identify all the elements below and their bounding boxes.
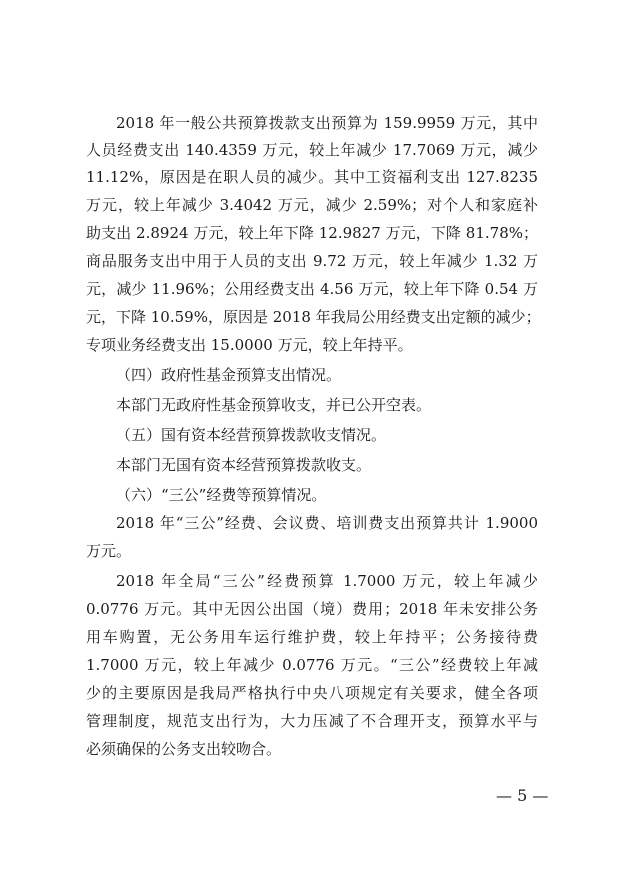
section-heading-4: （四）政府性基金预算支出情况。 xyxy=(116,366,342,384)
paragraph-line: 专项业务经费支出 15.0000 万元，较上年持平。 xyxy=(86,336,413,354)
page-number: — 5 — xyxy=(496,786,549,805)
paragraph-line: 1.7000 万元，较上年减少 0.0776 万元。“三公”经费较上年减 xyxy=(86,656,538,674)
paragraph-line: 本部门无国有资本经营预算拨款收支。 xyxy=(116,456,372,474)
paragraph-line: 元，减少 11.96%；公用经费支出 4.56 万元，较上年下降 0.54 万 xyxy=(86,280,538,298)
paragraph-line: 2018 年全局“三公”经费预算 1.7000 万元，较上年减少 xyxy=(116,572,538,590)
paragraph-line: 2018 年“三公”经费、会议费、培训费支出预算共计 1.9000 xyxy=(116,514,538,532)
paragraph-line: 元，下降 10.59%，原因是 2018 年我局公用经费支出定额的减少； xyxy=(86,308,541,326)
paragraph-line: 11.12%，原因是在职人员的减少。其中工资福利支出 127.8235 xyxy=(86,168,538,186)
paragraph-line: 少的主要原因是我局严格执行中央八项规定有关要求，健全各项 xyxy=(86,684,538,702)
paragraph-line: 助支出 2.8924 万元，较上年下降 12.9827 万元，下降 81.78%； xyxy=(86,224,538,242)
section-heading-5: （五）国有资本经营预算拨款收支情况。 xyxy=(116,426,387,444)
paragraph-line: 万元。 xyxy=(86,542,132,560)
paragraph-line: 0.0776 万元。其中无因公出国（境）费用；2018 年未安排公务 xyxy=(86,600,538,618)
paragraph-line: 管理制度，规范支出行为，大力压减了不合理开支，预算水平与 xyxy=(86,712,538,730)
paragraph-line: 万元，较上年减少 3.4042 万元，减少 2.59%；对个人和家庭补 xyxy=(86,196,538,214)
paragraph-line: 用车购置，无公务用车运行维护费，较上年持平；公务接待费 xyxy=(86,628,538,646)
paragraph-line: 商品服务支出中用于人员的支出 9.72 万元，较上年减少 1.32 万 xyxy=(86,252,538,270)
paragraph-line: 必须确保的公务支出较吻合。 xyxy=(86,740,282,758)
paragraph-line: 2018 年一般公共预算拨款支出预算为 159.9959 万元，其中 xyxy=(116,114,538,132)
section-heading-6: （六）“三公”经费等预算情况。 xyxy=(116,486,327,504)
paragraph-line: 人员经费支出 140.4359 万元，较上年减少 17.7069 万元，减少 xyxy=(86,141,538,159)
paragraph-line: 本部门无政府性基金预算收支，并已公开空表。 xyxy=(116,396,432,414)
